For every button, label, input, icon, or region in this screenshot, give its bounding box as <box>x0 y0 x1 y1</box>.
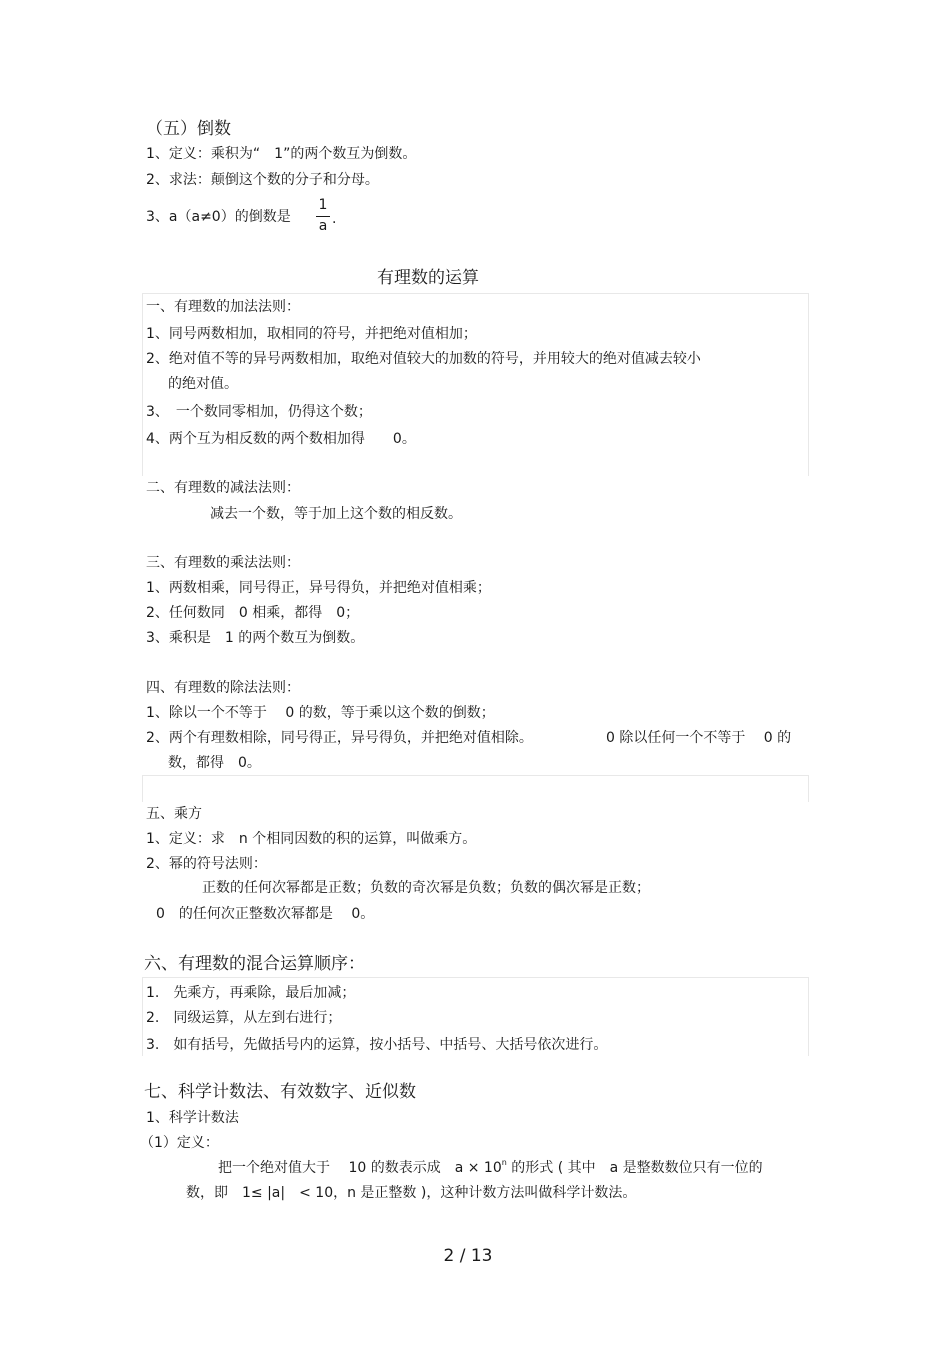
division-rule-2: 2、两个有理数相除，同号得正，异号得负，并把绝对值相除。 <box>146 730 533 746</box>
addition-rule-1: 1、同号两数相加，取相同的符号，并把绝对值相加； <box>146 326 477 342</box>
division-rule-1: 1、除以一个不等于 0 的数，等于乘以这个数的倒数； <box>146 705 495 721</box>
fraction-denominator: a <box>318 218 328 234</box>
power-heading: 五、乘方 <box>146 806 202 822</box>
multiplication-rule-2: 2、任何数同 0 相乘，都得 0； <box>146 605 360 621</box>
operations-title: 有理数的运算 <box>377 268 479 288</box>
power-definition: 1、定义：求 n 个相同因数的积的运算，叫做乘方。 <box>146 831 477 847</box>
sci-definition-part-b: 的形式 ( 其中 a 是整数数位只有一位的 <box>506 1160 763 1176</box>
addition-heading: 一、有理数的加法法则： <box>146 299 300 315</box>
division-rule-2-cont: 数，都得 0。 <box>168 755 261 771</box>
division-rule-2-tail: 0 除以任何一个不等于 0 的 <box>606 730 792 746</box>
power-sign-rule-2: 0 的任何次正整数次幂都是 0。 <box>156 906 375 922</box>
sci-definition-part-a: 把一个绝对值大于 10 的数表示成 a × 10 <box>218 1160 502 1176</box>
addition-rule-2: 2、绝对值不等的异号两数相加，取绝对值较大的加数的符号，并用较大的绝对值减去较小 <box>146 351 701 367</box>
power-sign-rule-1: 正数的任何次幂都是正数；负数的奇次幂是负数；负数的偶次幂是正数； <box>202 880 650 896</box>
addition-rule-2-cont: 的绝对值。 <box>168 376 238 392</box>
sci-definition-line-1 <box>218 1159 763 1179</box>
order-heading: 六、有理数的混合运算顺序： <box>144 954 365 974</box>
subtraction-heading: 二、有理数的减法法则： <box>146 480 300 496</box>
subtraction-rule: 减去一个数，等于加上这个数的相反数。 <box>210 506 462 522</box>
power-box <box>142 775 809 802</box>
sci-definition-line-2: 数，即 1≤ |a| < 10，n 是正整数 )，这种计数方法叫做科学计数法。 <box>186 1185 637 1201</box>
multiplication-heading: 三、有理数的乘法法则： <box>146 555 300 571</box>
page-number: 2 / 13 <box>443 1246 493 1266</box>
reciprocal-title: （五）倒数 <box>146 119 231 139</box>
addition-rule-4: 4、两个互为相反数的两个数相加得 0。 <box>146 431 416 447</box>
reciprocal-method: 2、求法：颠倒这个数的分子和分母。 <box>146 172 379 188</box>
sci-subheading: 1、科学计数法 <box>146 1110 239 1126</box>
order-rule-1: 1. 先乘方，再乘除，最后加减； <box>146 985 356 1001</box>
multiplication-rule-3: 3、乘积是 1 的两个数互为倒数。 <box>146 630 365 646</box>
order-rule-2: 2. 同级运算，从左到右进行； <box>146 1010 342 1026</box>
addition-rule-3: 3、 一个数同零相加，仍得这个数； <box>146 404 372 420</box>
sci-heading: 七、科学计数法、有效数字、近似数 <box>144 1082 416 1102</box>
power-sign-rule-heading: 2、幂的符号法则： <box>146 856 267 872</box>
formula-period: . <box>332 211 337 227</box>
sci-definition-label: （1）定义： <box>140 1135 219 1151</box>
order-rule-3: 3. 如有括号，先做括号内的运算，按小括号、中括号、大括号依次进行。 <box>146 1037 608 1053</box>
reciprocal-definition: 1、定义：乘积为“ 1”的两个数互为倒数。 <box>146 146 417 162</box>
sci-exponent: n <box>501 1158 507 1167</box>
addition-box <box>142 293 809 476</box>
fraction-numerator: 1 <box>318 197 328 213</box>
multiplication-rule-1: 1、两数相乘，同号得正，异号得负，并把绝对值相乘； <box>146 580 491 596</box>
fraction-bar <box>316 216 330 217</box>
reciprocal-formula-text: 3、a（a≠0）的倒数是 <box>146 209 291 225</box>
division-heading: 四、有理数的除法法则： <box>146 680 300 696</box>
